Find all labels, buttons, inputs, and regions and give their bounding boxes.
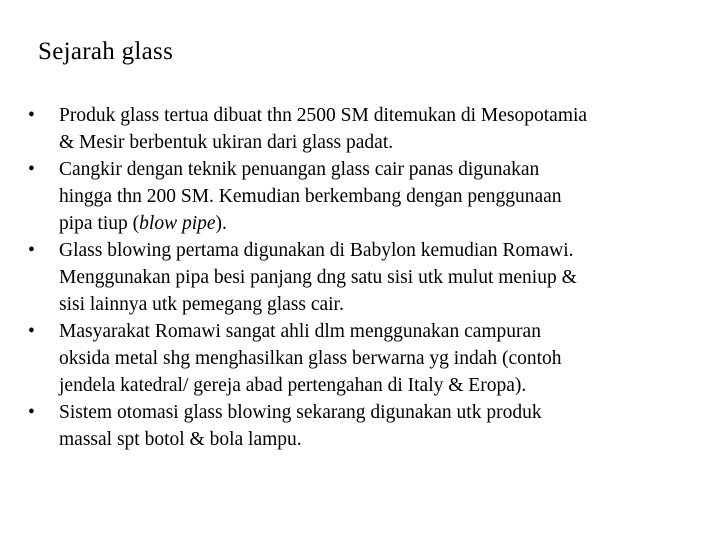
bullet-text: Menggunakan pipa besi panjang dng satu sisi utk mulut meniup &: [59, 267, 577, 288]
bullet-line: [59, 264, 700, 291]
bullet-text: massal spt botol & bola lampu.: [59, 429, 302, 450]
bullet-marker: •: [28, 240, 35, 261]
bullet-line: [59, 318, 700, 345]
bullet-text: hingga thn 200 SM. Kemudian berkembang dengan penggunaan: [59, 186, 562, 207]
bullet-marker: •: [28, 321, 35, 342]
bullet-line: [59, 156, 700, 183]
bullet-text: pipa tiup (: [59, 213, 140, 234]
bullet-line: [59, 399, 700, 426]
bullet-line: [59, 426, 700, 453]
bullet-line: [59, 129, 700, 156]
bullet-item: [28, 318, 700, 399]
bullet-line: [59, 210, 700, 237]
bullet-line: [59, 183, 700, 210]
bullet-text: & Mesir berbentuk ukiran dari glass padat.: [59, 132, 394, 153]
bullet-item: [28, 399, 700, 453]
bullet-text: Cangkir dengan teknik penuangan glass cair panas digunakan: [59, 159, 540, 180]
bullet-text: ).: [215, 213, 227, 234]
bullet-text: oksida metal shg menghasilkan glass berwarna yg indah (contoh: [59, 348, 562, 369]
bullet-marker: •: [28, 402, 35, 423]
bullet-text: Masyarakat Romawi sangat ahli dlm menggunakan campuran: [59, 321, 541, 342]
bullet-marker: •: [28, 159, 35, 180]
bullet-item: [28, 156, 700, 237]
bullet-item: [28, 102, 700, 156]
bullet-line: [59, 345, 700, 372]
bullet-text: Glass blowing pertama digunakan di Babylon kemudian Romawi.: [59, 240, 574, 261]
bullet-line: [59, 291, 700, 318]
bullet-marker: •: [28, 105, 35, 126]
bullet-list: [28, 102, 700, 453]
bullet-text: jendela katedral/ gereja abad pertengahan di Italy & Eropa).: [59, 375, 527, 396]
bullet-text-italic: blow pipe: [139, 213, 216, 234]
slide-title: Sejarah glass: [38, 38, 174, 65]
bullet-text: Sistem otomasi glass blowing sekarang digunakan utk produk: [59, 402, 542, 423]
bullet-line: [59, 237, 700, 264]
bullet-text: sisi lainnya utk pemegang glass cair.: [59, 294, 344, 315]
bullet-line: [59, 372, 700, 399]
bullet-line: [59, 102, 700, 129]
bullet-text: Produk glass tertua dibuat thn 2500 SM ditemukan di Mesopotamia: [59, 105, 588, 126]
bullet-item: [28, 237, 700, 318]
